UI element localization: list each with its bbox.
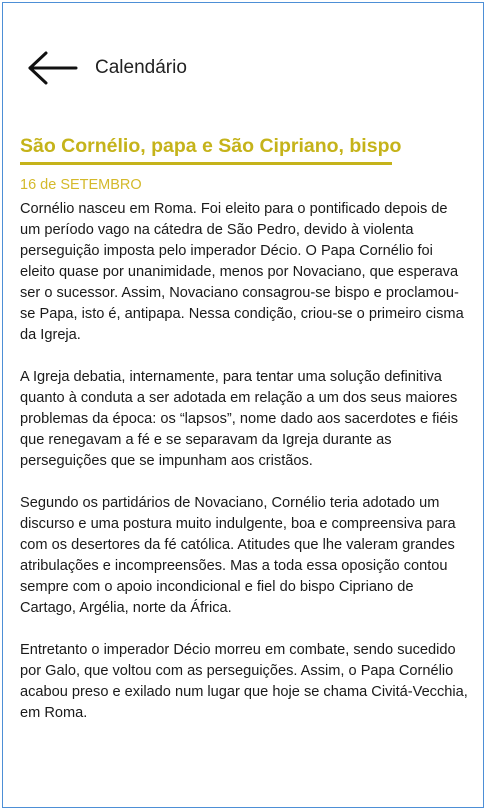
paragraph: Cornélio nasceu em Roma. Foi eleito para o pontificado depois de um período vago na cátedra de São Pedro, devido à violenta perseguição imposta pelo imperador Décio. O Papa Cornélio foi eleito quase por unanimidade, menos por Novaciano, que esperava ser o sucessor. Assim, Novaciano consagrou-se bispo e proclamou-se Papa, isto é, antipapa. Nessa condição, criou-se o primeiro cisma da Igreja. — [20, 201, 464, 343]
article-title: São Cornélio, papa e São Cipriano, bispo — [20, 135, 402, 157]
paragraph: A Igreja debatia, internamente, para tentar uma solução definitiva quanto à conduta a ser adotada em relação a um dos seus maiores problemas da época: os “lapsos”, nome dado aos sacerdotes e fiéis que renegavam a fé e se separavam da Igreja durante as perseguições que se impunham aos cristãos. — [20, 369, 459, 469]
paragraph: Segundo os partidários de Novaciano, Cornélio teria adotado um discurso e uma postura muito indulgente, boa e compreensiva para com os desertores da fé católica. Atitudes que lhe valeram grandes atribulações e incompreensões. Mas a toda essa oposição contou sempre com o apoio incondicional e fiel do bispo Cipriano de Cartago, Argélia, norte da África. — [20, 495, 456, 616]
arrow-left-icon — [26, 50, 80, 86]
back-button[interactable] — [26, 50, 80, 86]
paragraph: Entretanto o imperador Décio morreu em combate, sendo sucedido por Galo, que voltou com as perseguições. Assim, o Papa Cornélio acabou preso e exilado num lugar que hoje se chama Civitá-Vecchia, em Roma. — [20, 642, 468, 721]
app-header — [0, 0, 486, 118]
title-underline — [20, 162, 392, 165]
article-date: 16 de SETEMBRO — [20, 177, 142, 193]
page-title: Calendário — [95, 57, 187, 78]
article-body — [20, 199, 470, 724]
article-content — [20, 128, 470, 745]
